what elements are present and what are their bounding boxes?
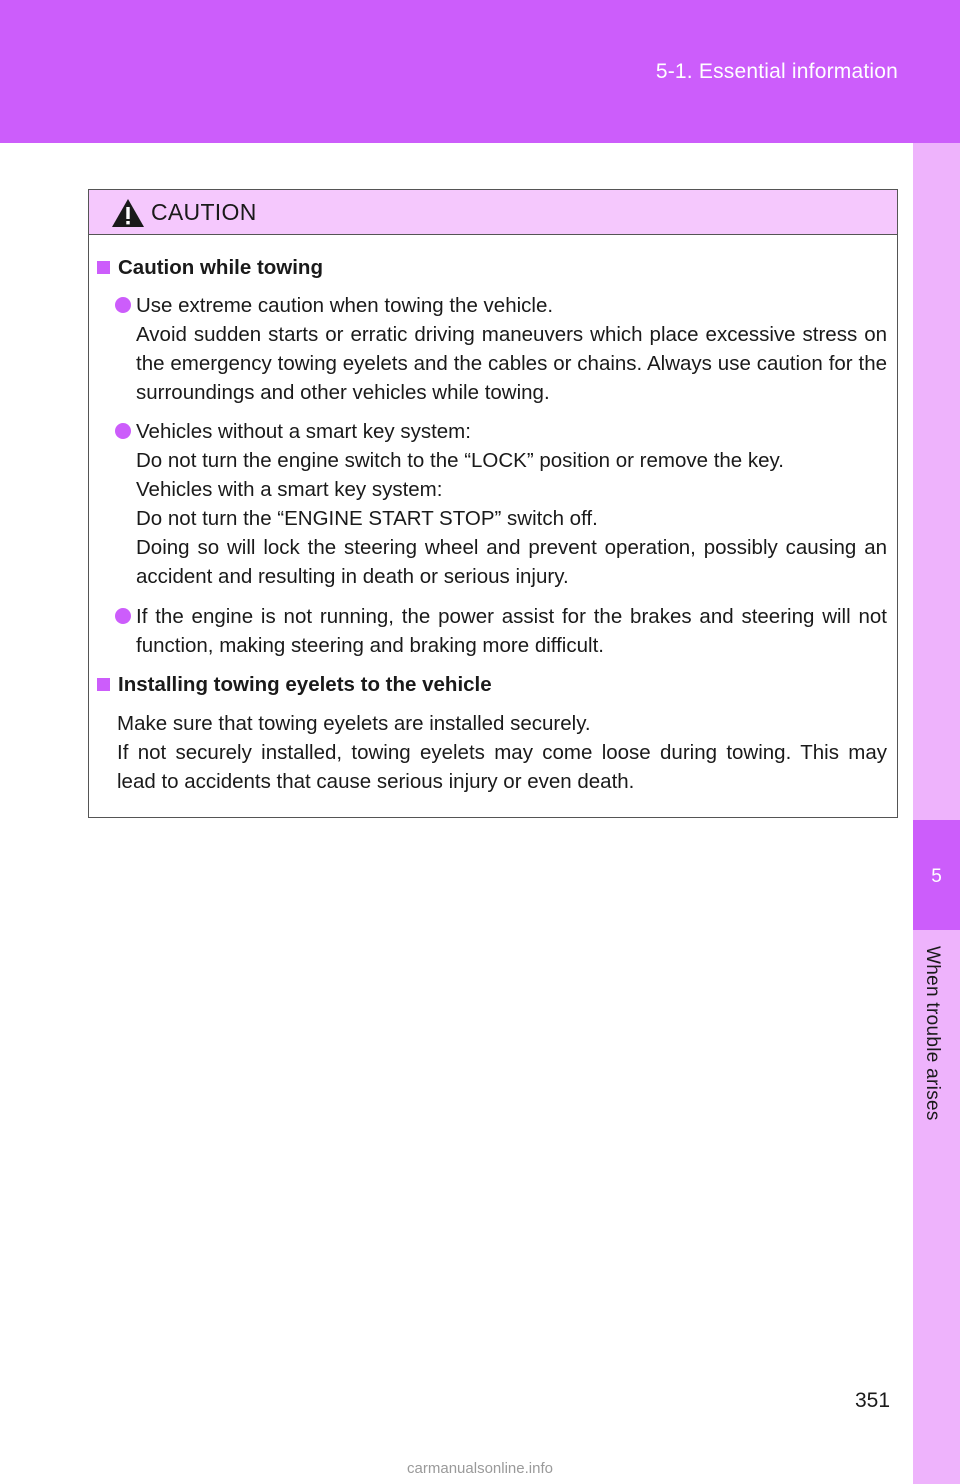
list-item bbox=[115, 417, 887, 591]
item-line: If the engine is not running, the power assist for the brakes and steering will not function, making steering and braking more difficult. bbox=[136, 605, 887, 657]
paragraph bbox=[117, 709, 887, 796]
chapter-title: When trouble arises bbox=[922, 946, 943, 1121]
heading-text: Caution while towing bbox=[118, 256, 323, 279]
chapter-side-tab bbox=[913, 143, 960, 1484]
circle-bullet-icon bbox=[115, 423, 131, 439]
page-header bbox=[0, 0, 960, 143]
section-heading bbox=[97, 670, 492, 699]
warning-triangle-icon bbox=[111, 198, 145, 228]
circle-bullet-icon bbox=[115, 608, 131, 624]
section-title: 5-1. Essential information bbox=[655, 60, 898, 83]
list-item bbox=[115, 291, 887, 407]
item-line: Avoid sudden starts or erratic driving maneuvers which place excessive stress on the emergency towing eyelets and the cables or chains. Always use caution for the surroundings and other vehicles while towing. bbox=[136, 323, 887, 404]
para-line: If not securely installed, towing eyelets may come loose during towing. This may lead to accidents that cause serious injury or even death. bbox=[117, 741, 887, 793]
item-line: Do not turn the “ENGINE START STOP” switch off. bbox=[136, 507, 598, 530]
chapter-number: 5 bbox=[931, 866, 942, 887]
item-line: Do not turn the engine switch to the “LOCK” position or remove the key. bbox=[136, 449, 784, 472]
item-line: Vehicles without a smart key system: bbox=[136, 420, 471, 443]
caution-label: CAUTION bbox=[151, 199, 257, 225]
circle-bullet-icon bbox=[115, 297, 131, 313]
page-number: 351 bbox=[855, 1389, 891, 1412]
caution-box bbox=[88, 189, 898, 818]
item-line: Doing so will lock the steering wheel and prevent operation, possibly causing an accident and resulting in death or serious injury. bbox=[136, 536, 887, 588]
caution-header bbox=[89, 190, 897, 235]
chapter-number-tab bbox=[913, 820, 960, 930]
item-line: Vehicles with a smart key system: bbox=[136, 478, 443, 501]
section-heading bbox=[97, 253, 323, 282]
watermark: carmanualsonline.info bbox=[407, 1460, 553, 1477]
heading-text: Installing towing eyelets to the vehicle bbox=[118, 673, 492, 696]
square-bullet-icon bbox=[97, 261, 110, 274]
item-line: Use extreme caution when towing the vehicle. bbox=[136, 294, 554, 317]
square-bullet-icon bbox=[97, 678, 110, 691]
list-item bbox=[115, 602, 887, 660]
para-line: Make sure that towing eyelets are installed securely. bbox=[117, 712, 591, 735]
